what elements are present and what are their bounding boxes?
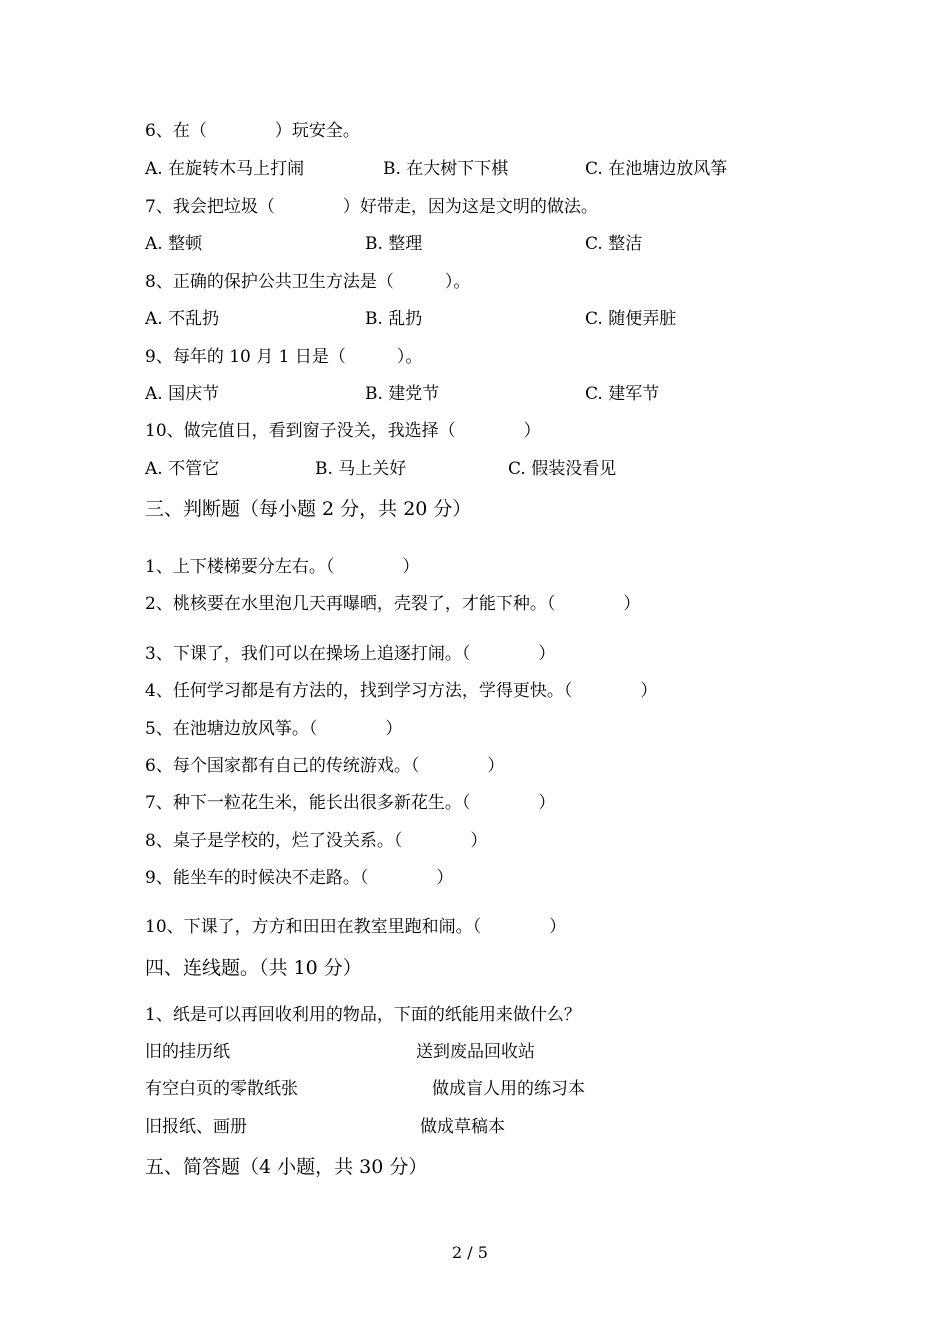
matching-right-item-2: 做成盲人用的练习本 — [432, 1079, 585, 1099]
page-number: 2 / 5 — [452, 1243, 488, 1262]
matching-right-item-1: 送到废品回收站 — [416, 1042, 535, 1062]
question-8-option-a: A. 不乱扔 — [145, 309, 220, 329]
judgment-item-1: 1、上下楼梯要分左右。（ ） — [145, 557, 420, 577]
judgment-item-9: 9、能坐车的时候决不走路。（ ） — [145, 868, 454, 888]
judgment-item-4: 4、任何学习都是有方法的，找到学习方法，学得更快。（ ） — [145, 681, 658, 701]
question-8-option-c: C. 随便弄脏 — [585, 309, 677, 329]
matching-question: 1、纸是可以再回收利用的物品，下面的纸能用来做什么？ — [145, 1005, 581, 1025]
question-9-option-c: C. 建军节 — [585, 384, 660, 404]
question-8-stem: 8、正确的保护公共卫生方法是（ ）。 — [145, 272, 471, 292]
judgment-item-6: 6、每个国家都有自己的传统游戏。（ ） — [145, 756, 505, 776]
question-10-option-a: A. 不管它 — [145, 459, 220, 479]
question-8-option-b: B. 乱扔 — [365, 309, 423, 329]
question-6-option-a: A. 在旋转木马上打闹 — [145, 159, 305, 179]
question-9-stem: 9、每年的 10 月 1 日是（ ）。 — [145, 347, 423, 367]
question-7-stem: 7、我会把垃圾（ ）好带走，因为这是文明的做法。 — [145, 197, 598, 217]
question-10-option-c: C. 假装没看见 — [508, 459, 617, 479]
question-7-option-a: A. 整顿 — [145, 234, 203, 254]
matching-left-item-3: 旧报纸、画册 — [145, 1117, 247, 1137]
question-6-option-c: C. 在池塘边放风筝 — [585, 159, 728, 179]
question-6-stem: 6、在（ ）玩安全。 — [145, 121, 360, 141]
section-4-heading: 四、连线题。（共 10 分） — [145, 957, 362, 979]
matching-left-item-2: 有空白页的零散纸张 — [145, 1079, 298, 1099]
question-10-stem: 10、做完值日，看到窗子没关，我选择（ ） — [145, 421, 541, 441]
question-6-option-b: B. 在大树下下棋 — [383, 159, 509, 179]
matching-left-item-1: 旧的挂历纸 — [145, 1042, 230, 1062]
question-9-option-a: A. 国庆节 — [145, 384, 220, 404]
section-3-heading: 三、判断题（每小题 2 分，共 20 分） — [145, 498, 472, 520]
judgment-item-8: 8、桌子是学校的，烂了没关系。（ ） — [145, 831, 488, 851]
matching-right-item-3: 做成草稿本 — [420, 1117, 505, 1137]
question-7-option-b: B. 整理 — [365, 234, 423, 254]
judgment-item-3: 3、下课了，我们可以在操场上追逐打闹。（ ） — [145, 644, 556, 664]
section-5-heading: 五、简答题（4 小题，共 30 分） — [145, 1156, 428, 1178]
question-9-option-b: B. 建党节 — [365, 384, 440, 404]
judgment-item-5: 5、在池塘边放风筝。（ ） — [145, 719, 403, 739]
question-10-option-b: B. 马上关好 — [315, 459, 407, 479]
judgment-item-7: 7、种下一粒花生米，能长出很多新花生。（ ） — [145, 793, 556, 813]
question-7-option-c: C. 整洁 — [585, 234, 643, 254]
judgment-item-2: 2、桃核要在水里泡几天再曝晒，壳裂了，才能下种。（ ） — [145, 594, 641, 614]
judgment-item-10: 10、下课了，方方和田田在教室里跑和闹。（ ） — [145, 917, 567, 937]
